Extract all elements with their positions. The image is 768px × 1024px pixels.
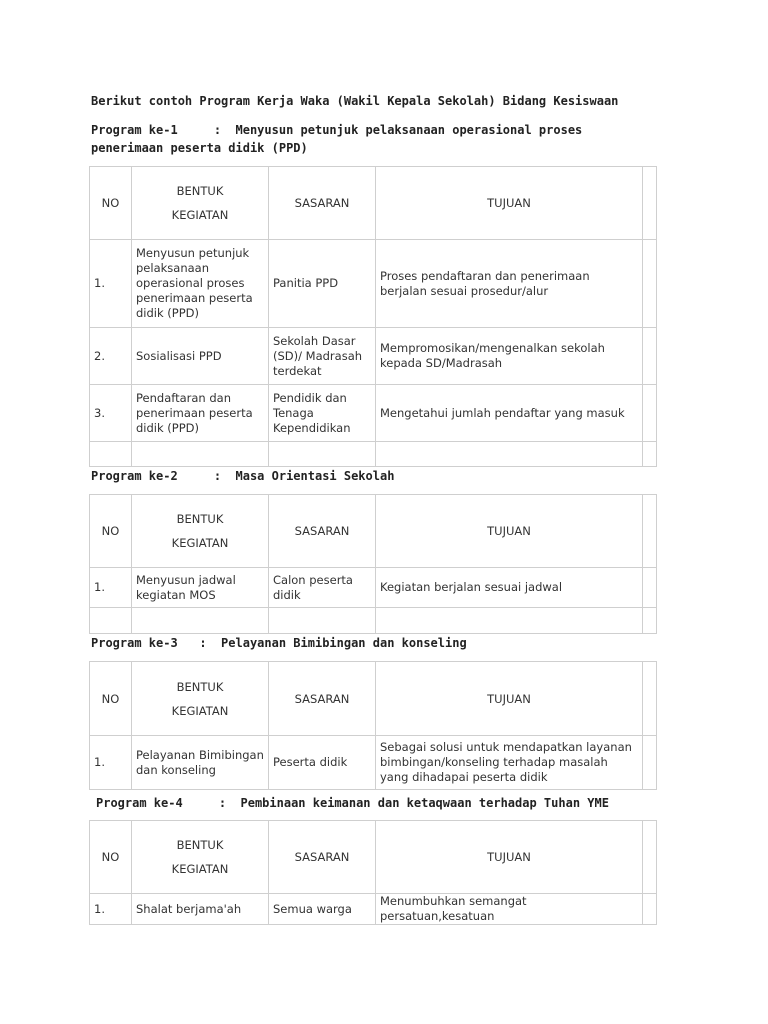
header-bentuk xyxy=(132,662,269,736)
header-tujuan: TUJUAN xyxy=(376,167,643,240)
table-row-empty xyxy=(90,608,657,634)
header-extra-cell xyxy=(643,495,657,568)
table-header-row xyxy=(90,821,657,894)
cell-no: 1. xyxy=(90,736,132,790)
program-1-heading: Program ke-1 : Menyusun petunjuk pelaksanaan operasional proses penerimaan peserta didik (PPD) xyxy=(91,123,590,155)
cell-sasaran: Panitia PPD xyxy=(269,240,376,328)
header-tujuan: TUJUAN xyxy=(376,495,643,568)
cell-tujuan: Proses pendaftaran dan penerimaan berjalan sesuai prosedur/alur xyxy=(376,240,643,328)
table-row xyxy=(90,568,657,608)
header-sasaran: SASARAN xyxy=(269,821,376,894)
program-1-table xyxy=(89,166,657,467)
cell-no: 3. xyxy=(90,385,132,442)
header-no: NO xyxy=(90,495,132,568)
header-bentuk-line2: KEGIATAN xyxy=(171,862,229,876)
header-bentuk-line1: BENTUK xyxy=(176,679,224,694)
header-extra-cell xyxy=(643,662,657,736)
cell-bentuk: Menyusun jadwal kegiatan MOS xyxy=(132,568,269,608)
table-row-empty xyxy=(90,442,657,467)
header-no: NO xyxy=(90,662,132,736)
program-4-table xyxy=(89,820,657,925)
table-row xyxy=(90,240,657,328)
header-sasaran: SASARAN xyxy=(269,167,376,240)
table-header-row xyxy=(90,495,657,568)
cell-extra xyxy=(643,736,657,790)
header-tujuan: TUJUAN xyxy=(376,662,643,736)
cell-sasaran: Calon peserta didik xyxy=(269,568,376,608)
table-row xyxy=(90,736,657,790)
intro-text: Berikut contoh Program Kerja Waka (Wakil Kepala Sekolah) Bidang Kesiswaan xyxy=(91,94,619,108)
program-3-table xyxy=(89,661,657,790)
cell-tujuan: Menumbuhkan semangat persatuan,kesatuan xyxy=(376,894,643,925)
table-header-row xyxy=(90,167,657,240)
cell-sasaran: Pendidik dan Tenaga Kependidikan xyxy=(269,385,376,442)
header-no: NO xyxy=(90,821,132,894)
cell-sasaran: Peserta didik xyxy=(269,736,376,790)
cell-bentuk: Pendaftaran dan penerimaan peserta didik (PPD) xyxy=(132,385,269,442)
program-2-table xyxy=(89,494,657,634)
header-bentuk-line1: BENTUK xyxy=(176,838,224,852)
table-row xyxy=(90,894,657,925)
header-sasaran: SASARAN xyxy=(269,662,376,736)
cell-tujuan: Mengetahui jumlah pendaftar yang masuk xyxy=(376,385,643,442)
cell-no: 1. xyxy=(90,240,132,328)
cell-no: 2. xyxy=(90,328,132,385)
header-extra-cell xyxy=(643,167,657,240)
cell-bentuk: Shalat berjama'ah xyxy=(132,894,269,925)
cell-bentuk: Sosialisasi PPD xyxy=(132,328,269,385)
cell-extra xyxy=(643,385,657,442)
cell-sasaran: Semua warga xyxy=(269,894,376,925)
cell-extra xyxy=(643,328,657,385)
cell-bentuk: Pelayanan Bimibingan dan konseling xyxy=(132,736,269,790)
cell-no: 1. xyxy=(90,894,132,925)
cell-extra xyxy=(643,568,657,608)
cell-tujuan: Mempromosikan/mengenalkan sekolah kepada SD/Madrasah xyxy=(376,328,643,385)
cell-sasaran: Sekolah Dasar (SD)/ Madrasah terdekat xyxy=(269,328,376,385)
cell-no: 1. xyxy=(90,568,132,608)
header-bentuk-line2: KEGIATAN xyxy=(171,703,229,718)
table-row xyxy=(90,328,657,385)
header-bentuk xyxy=(132,495,269,568)
program-3-heading: Program ke-3 : Pelayanan Bimibingan dan konseling xyxy=(91,636,467,650)
header-extra-cell xyxy=(643,821,657,894)
header-bentuk-line2: KEGIATAN xyxy=(171,208,229,222)
cell-tujuan: Kegiatan berjalan sesuai jadwal xyxy=(376,568,643,608)
header-bentuk-line2: KEGIATAN xyxy=(171,536,229,550)
cell-bentuk: Menyusun petunjuk pelaksanaan operasional proses penerimaan peserta didik (PPD) xyxy=(132,240,269,328)
table-row xyxy=(90,385,657,442)
header-bentuk-line1: BENTUK xyxy=(176,184,224,198)
header-bentuk-line1: BENTUK xyxy=(176,512,224,526)
header-bentuk xyxy=(132,167,269,240)
header-tujuan: TUJUAN xyxy=(376,821,643,894)
header-sasaran: SASARAN xyxy=(269,495,376,568)
header-bentuk xyxy=(132,821,269,894)
cell-extra xyxy=(643,894,657,925)
cell-extra xyxy=(643,240,657,328)
cell-tujuan: Sebagai solusi untuk mendapatkan layanan bimbingan/konseling terhadap masalah yang dihadapai peserta didik xyxy=(376,736,643,790)
program-4-heading: Program ke-4 : Pembinaan keimanan dan ketaqwaan terhadap Tuhan YME xyxy=(96,796,609,810)
table-header-row xyxy=(90,662,657,736)
program-2-heading: Program ke-2 : Masa Orientasi Sekolah xyxy=(91,469,395,483)
header-no: NO xyxy=(90,167,132,240)
